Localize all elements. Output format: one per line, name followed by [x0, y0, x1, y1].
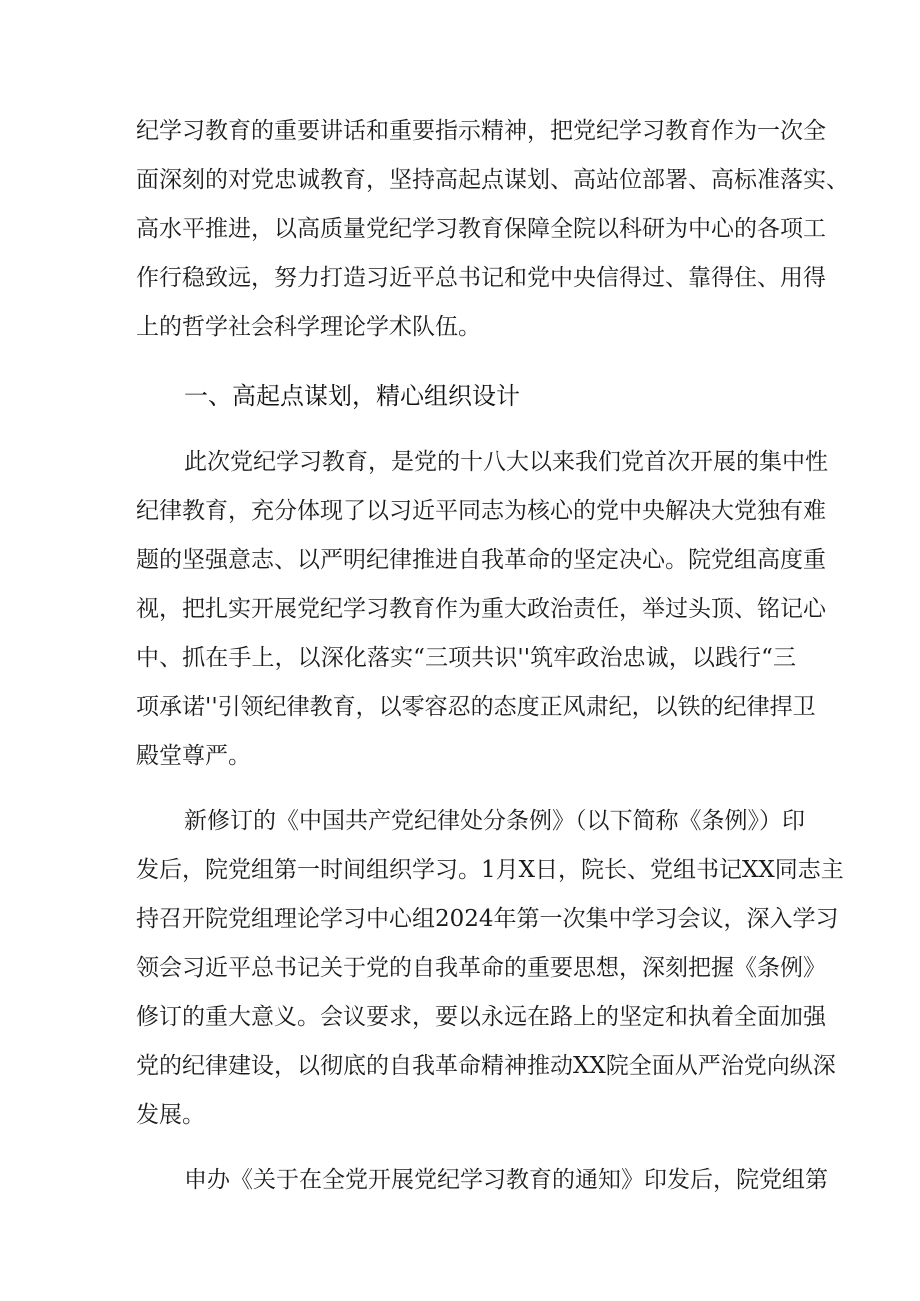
paragraph-line: 殿堂尊严。 [136, 743, 251, 769]
paragraph-line: 题的坚强意志、以严明纪律推进自我革命的坚定决心。院党组高度重 [136, 547, 826, 573]
paragraph-line: 发后，院党组第一时间组织学习。1月X日，院长、党组书记XX同志主 [136, 857, 844, 883]
section-heading: 一、高起点谋划，精心组织设计 [184, 382, 520, 410]
paragraph-line: 中、抓在手上，以深化落实“三项共识''筑牢政治忠诚，以践行“三 [136, 645, 796, 671]
paragraph-line: 党的纪律建设，以彻底的自我革命精神推动XX院全面从严治党向纵深 [136, 1053, 836, 1079]
paragraph-line: 申办《关于在全党开展党纪学习教育的通知》印发后，院党组第 [184, 1167, 828, 1193]
paragraph-line: 发展。 [136, 1102, 205, 1128]
paragraph-line: 面深刻的对党忠诚教育，坚持高起点谋划、高站位部署、高标准落实、 [136, 167, 849, 193]
paragraph-line: 视，把扎实开展党纪学习教育作为重大政治责任，举过头顶、铭记心 [136, 596, 826, 622]
paragraph-line: 作行稳致远，努力打造习近平总书记和党中央信得过、靠得住、用得 [136, 265, 826, 291]
paragraph-line: 此次党纪学习教育，是党的十八大以来我们党首次开展的集中性 [184, 449, 828, 475]
paragraph-line: 纪律教育，充分体现了以习近平同志为核心的党中央解决大党独有难 [136, 498, 826, 524]
paragraph-line: 持召开院党组理论学习中心组2024年第一次集中学习会议，深入学习 [136, 906, 839, 932]
paragraph-line: 高水平推进，以高质量党纪学习教育保障全院以科研为中心的各项工 [136, 216, 826, 242]
paragraph-line: 上的哲学社会科学理论学术队伍。 [136, 314, 481, 340]
paragraph-line: 领会习近平总书记关于党的自我革命的重要思想，深刻把握《条例》 [136, 955, 826, 981]
paragraph-line: 纪学习教育的重要讲话和重要指示精神，把党纪学习教育作为一次全 [136, 118, 826, 144]
paragraph-line: 项承诺''引领纪律教育，以零容忍的态度正风肃纪，以铁的纪律捍卫 [136, 694, 816, 720]
paragraph-line: 新修订的《中国共产党纪律处分条例》（以下简称《条例》）印 [184, 808, 805, 834]
paragraph-line: 修订的重大意义。会议要求，要以永远在路上的坚定和执着全面加强 [136, 1004, 826, 1030]
